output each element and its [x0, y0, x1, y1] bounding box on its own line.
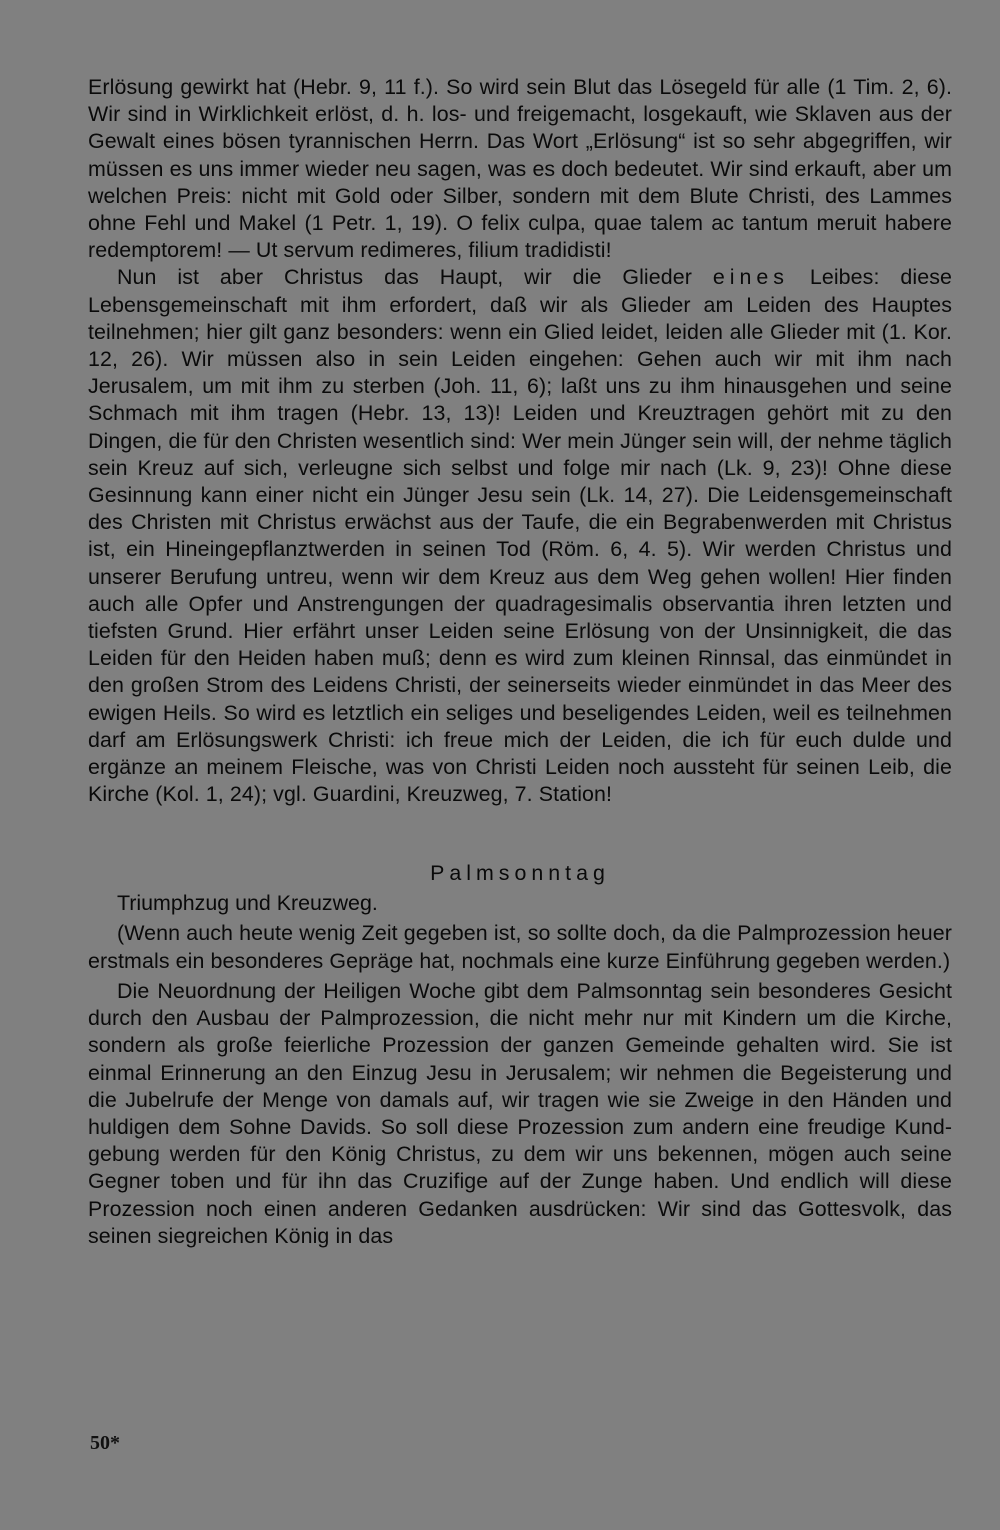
section-heading: Palmsonntag	[430, 861, 610, 886]
document-page	[88, 74, 952, 1494]
paragraph-erloesung: Erlösung gewirkt hat (Hebr. 9, 11 f.). So wird sein Blut das Lösegeld für alle (1 Tim. 2, 6). Wir sind in Wirklichkeit erlöst, d. h. los- und freigemacht, losgekauft, wie Sklaven aus der Gewalt eines bösen tyrannischen Herrn. Das Wort „Erlösung“ ist so sehr abgegriffen, wir müssen es uns immer wieder neu sagen, was es doch bedeutet. Wir sind erkauft, aber um welchen Preis: nicht mit Gold oder Silber, sondern mit dem Blute Christi, des Lammes ohne Fehl und Makel (1 Petr. 1, 19). O felix culpa, quae talem ac tantum meruit habere redemptorem! — Ut servum redimeres, filium tradidisti!	[88, 75, 952, 263]
paragraph-haupt-glieder	[88, 264, 952, 808]
section-subheading: Triumphzug und Kreuzweg.	[117, 891, 378, 916]
spaced-emphasis: eines	[712, 265, 789, 290]
text-run: Leibes: diese Lebensgemeinschaft mit ihm erfordert, daß wir als Glieder am Leiden des Hauptes teilnehmen; hier gilt ganz besonders: wenn ein Glied leidet, leiden alle Glieder mit (1. Kor. 12, 26). Wir müssen also in sein Leiden eingehen: Gehen auch wir mit ihm nach Jerusalem, um mit ihm zu sterben (Joh. 11, 6); laßt uns zu ihm hinausgehen und seine Schmach mit ihm tragen (Hebr. 13, 13)! Leiden und Kreuztragen gehört mit zu den Dingen, die für den Christen wesentlich sind: Wer mein Jünger sein will, der nehme täglich sein Kreuz auf sich, verleugne sich selbst und folge mir nach (Lk. 9, 23)! Ohne diese Gesinnung kann einer nicht ein Jünger Jesu sein (Lk. 14, 27). Die Leidensgemeinschaft des Christen mit Christus erwächst aus der Taufe, die ein Begrabenwerden mit Christus ist, ein Hineingepflanztwerden in seinen Tod (Röm. 6, 4. 5). Wir werden Christus und unserer Berufung untreu, wenn wir dem Kreuz aus dem Weg gehen wollen! Hier finden auch alle Opfer und Anstrengungen der quadragesimalis observantia ihren letzten und tiefsten Grund. Hier erfährt unser Leiden seine Erlösung von der Unsinnigkeit, die das Leiden für den Heiden haben muß; denn es wird zum kleinen Rinnsal, das einmündet in den großen Strom des Leidens Christi, der seinerseits wieder einmündet in das Meer des ewigen Heils. So wird es letztlich ein seliges und beseligendes Leiden, weil es teilnehmen darf am Erlösungswerk Christi: ich freue mich der Leiden, die ich für euch dulde und ergänze an meinem Fleische, was von Christi Leiden noch aussteht für seinen Leib, die Kirche (Kol. 1, 24); vgl. Guardini, Kreuzweg, 7. Station!	[88, 265, 952, 807]
paragraph-neuordnung: Die Neuordnung der Heiligen Woche gibt dem Palmsonntag sein besonderes Gesicht durch den Ausbau der Palmprozession, die nicht mehr nur mit Kindern um die Kirche, sondern als große feierliche Prozession der ganzen Gemeinde gehalten wird. Sie ist einmal Erinnerung an den Einzug Jesu in Jerusalem; wir nehmen die Begeisterung und die Jubelrufe der Menge von damals auf, wir tragen wie sie Zweige in den Händen und huldigen dem Sohne Davids. So soll diese Prozession zum andern eine freudige Kundgebung werden für den König Christus, zu dem wir uns bekennen, mögen auch seine Gegner toben und für ihn das Cruzifige auf der Zunge haben. Und endlich will diese Prozession noch einen anderen Gedanken ausdrücken: Wir sind das Gottesvolk, das seinen siegreichen König in das	[88, 978, 952, 1248]
page-number: 50*	[90, 1432, 120, 1454]
paragraph-note: (Wenn auch heute wenig Zeit gegeben ist, so sollte doch, da die Palmprozession heuer erstmals ein besonderes Gepräge hat, nochmals eine kurze Einführung gegeben werden.)	[88, 921, 952, 973]
text-run: Nun ist aber Christus das Haupt, wir die Glieder	[117, 265, 713, 290]
